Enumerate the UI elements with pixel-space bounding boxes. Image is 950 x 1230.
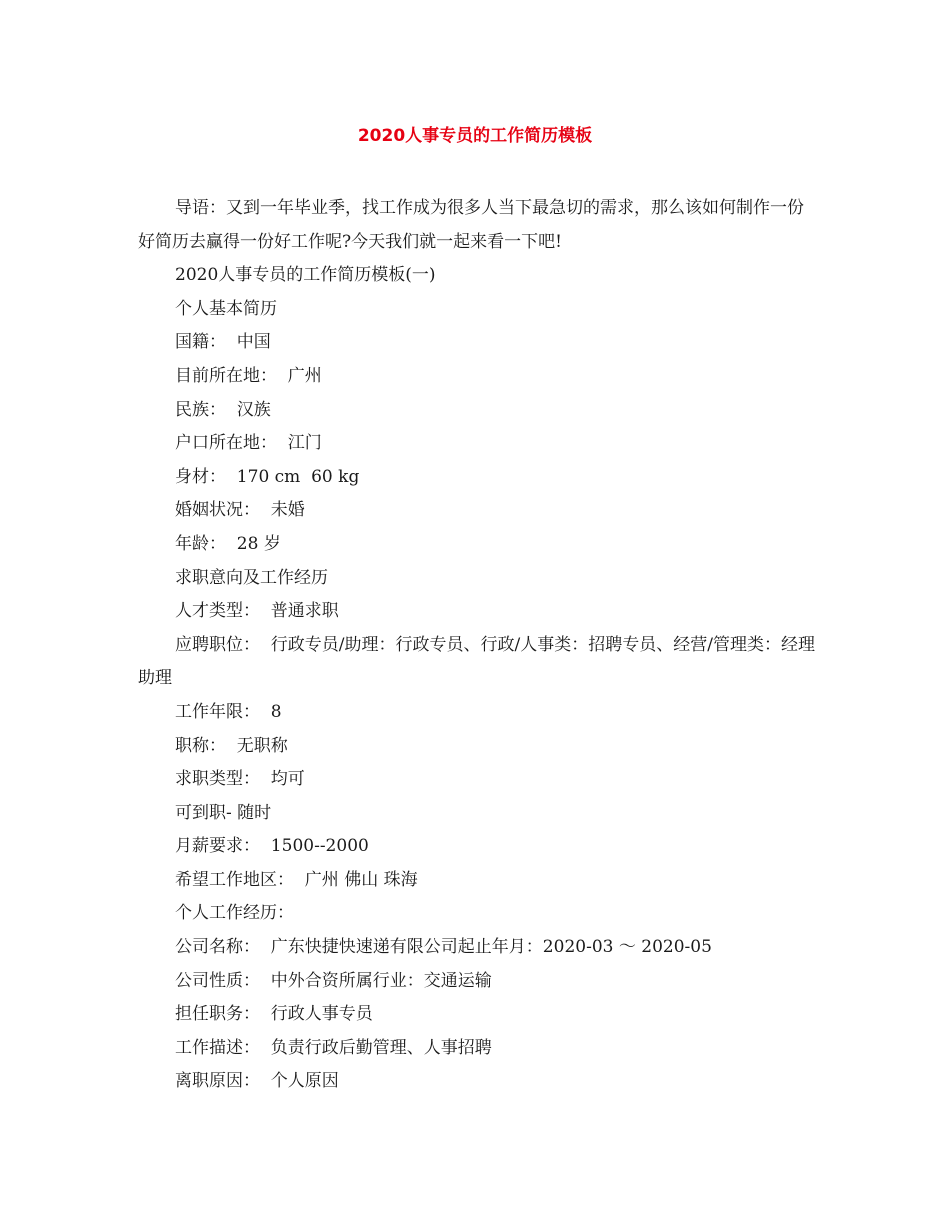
paragraph-current-location: 目前所在地： 广州 — [175, 365, 322, 386]
paragraph-leaving-reason: 离职原因： 个人原因 — [175, 1071, 339, 1092]
paragraph-nationality: 国籍： 中国 — [175, 332, 271, 353]
paragraph-job-type: 求职类型： 均可 — [175, 769, 305, 790]
paragraph-body-size: 身材： 170 cm 60 kg — [175, 466, 360, 487]
paragraph-availability: 可到职- 随时 — [175, 802, 272, 823]
paragraph-job-intent-heading: 求职意向及工作经历 — [175, 567, 328, 588]
paragraph-salary: 月薪要求： 1500--2000 — [175, 836, 369, 857]
paragraph-intro: 导语：又到一年毕业季，找工作成为很多人当下最急切的需求，那么该如何制作一份好简历去赢得一份好工作呢?今天我们就一起来看一下吧! — [138, 198, 804, 252]
paragraph-desired-area: 希望工作地区： 广州 佛山 珠海 — [175, 869, 418, 890]
paragraph-section-heading: 2020人事专员的工作简历模板(一) — [175, 265, 436, 286]
document-title: 2020人事专员的工作简历模板 — [357, 126, 593, 146]
paragraph-work-years: 工作年限： 8 — [175, 701, 282, 722]
paragraph-company-name: 公司名称： 广东快捷快速递有限公司起止年月：2020-03 ～ 2020-05 — [175, 937, 712, 958]
paragraph-work-history-heading: 个人工作经历： — [175, 903, 294, 924]
paragraph-applied-position: 应聘职位： 行政专员/助理：行政专员、行政/人事类：招聘专员、经营/管理类：经理助理 — [138, 634, 815, 689]
paragraph-basic-info-heading: 个人基本简历 — [175, 298, 277, 319]
paragraph-company-nature: 公司性质： 中外合资所属行业：交通运输 — [175, 970, 492, 991]
document-body — [138, 192, 818, 1099]
paragraph-marital-status: 婚姻状况： 未婚 — [175, 500, 305, 521]
paragraph-position-held: 担任职务： 行政人事专员 — [175, 1004, 373, 1025]
paragraph-ethnicity: 民族： 汉族 — [175, 399, 271, 420]
paragraph-age: 年龄： 28 岁 — [175, 533, 281, 554]
paragraph-professional-title: 职称： 无职称 — [175, 735, 288, 756]
paragraph-talent-type: 人才类型： 普通求职 — [175, 601, 339, 622]
paragraph-household-location: 户口所在地： 江门 — [175, 433, 322, 454]
paragraph-job-description: 工作描述： 负责行政后勤管理、人事招聘 — [175, 1037, 492, 1058]
